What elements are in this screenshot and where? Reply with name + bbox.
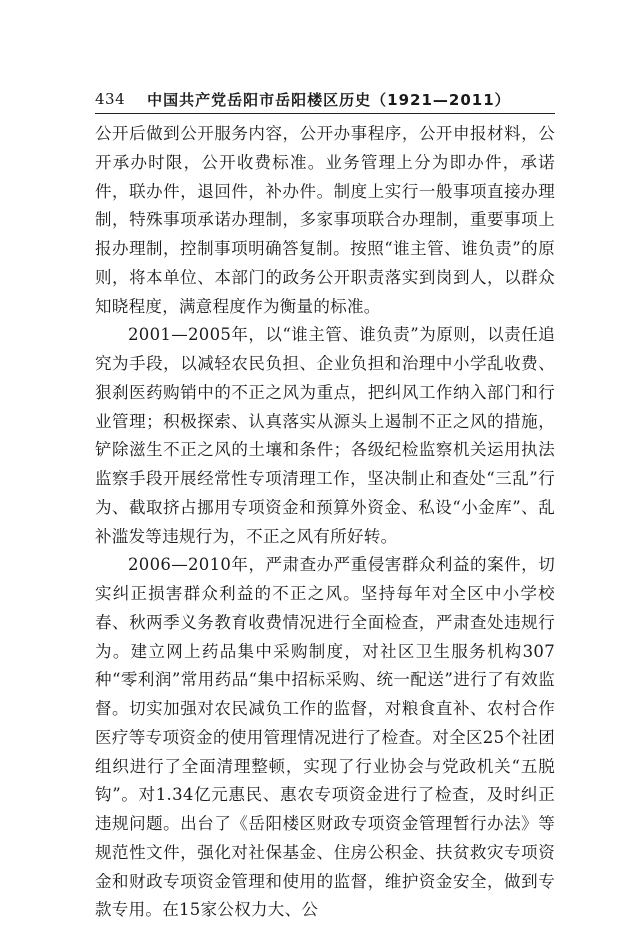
page-number: 434 xyxy=(95,90,126,108)
paragraph: 公开后做到公开服务内容，公开办事程序，公开申报材料，公开承办时限，公开收费标准。业务管理上分为即办件，承诺件，联办件，退回件，补办件。制度上实行一般事项直接办理制，特殊事项承诺办理制，多家事项联合办理制，重要事项上报办理制，控制事项明确答复制。按照“谁主管、谁负责”的原则，将本单位、本部门的政务公开职责落实到岗到人，以群众知晓程度，满意程度作为衡量的标准。 xyxy=(95,124,555,316)
paragraph: 2001—2005年，以“谁主管、谁负责”为原则，以责任追究为手段，以减轻农民负担、企业负担和治理中小学乱收费、狠刹医药购销中的不正之风为重点，把纠风工作纳入部门和行业管理；积极探索、认真落实从源头上遏制不正之风的措施，铲除滋生不正之风的土壤和条件；各级纪检监察机关运用执法监察手段开展经常性专项清理工作，坚决制止和查处“三乱”行为、截取挤占挪用专项资金和预算外资金、私设“小金库”、乱补滥发等违规行为，不正之风有所好转。 xyxy=(95,325,555,546)
page-header xyxy=(95,85,555,113)
body-text xyxy=(95,120,555,925)
running-title: 中国共产党岳阳市岳阳楼区历史（1921—2011） xyxy=(147,90,511,109)
paragraph: 2006—2010年，严肃查办严重侵害群众利益的案件，切实纠正损害群众利益的不正之风。坚持每年对全区中小学校春、秋两季义务教育收费情况进行全面检查，严肃查处违规行为。建立网上药品集中采购制度，对社区卫生服务机构307种“零利润”常用药品“集中招标采购、统一配送”进行了有效监督。切实加强对农民减负工作的监督，对粮食直补、农村合作医疗等专项资金的使用管理情况进行了检查。对全区25个社团组织进行了全面清理整顿，实现了行业协会与党政机关“五脱钩”。对1.34亿元惠民、惠农专项资金进行了检查，及时纠正违规问题。出台了《岳阳楼区财政专项资金管理暂行办法》等规范性文件，强化对社保基金、住房公积金、扶贫救灾专项资金和财政专项资金管理和使用的监督，维护资金安全，做到专款专用。在15家公权力大、公 xyxy=(95,555,555,920)
header-rule xyxy=(95,113,555,114)
